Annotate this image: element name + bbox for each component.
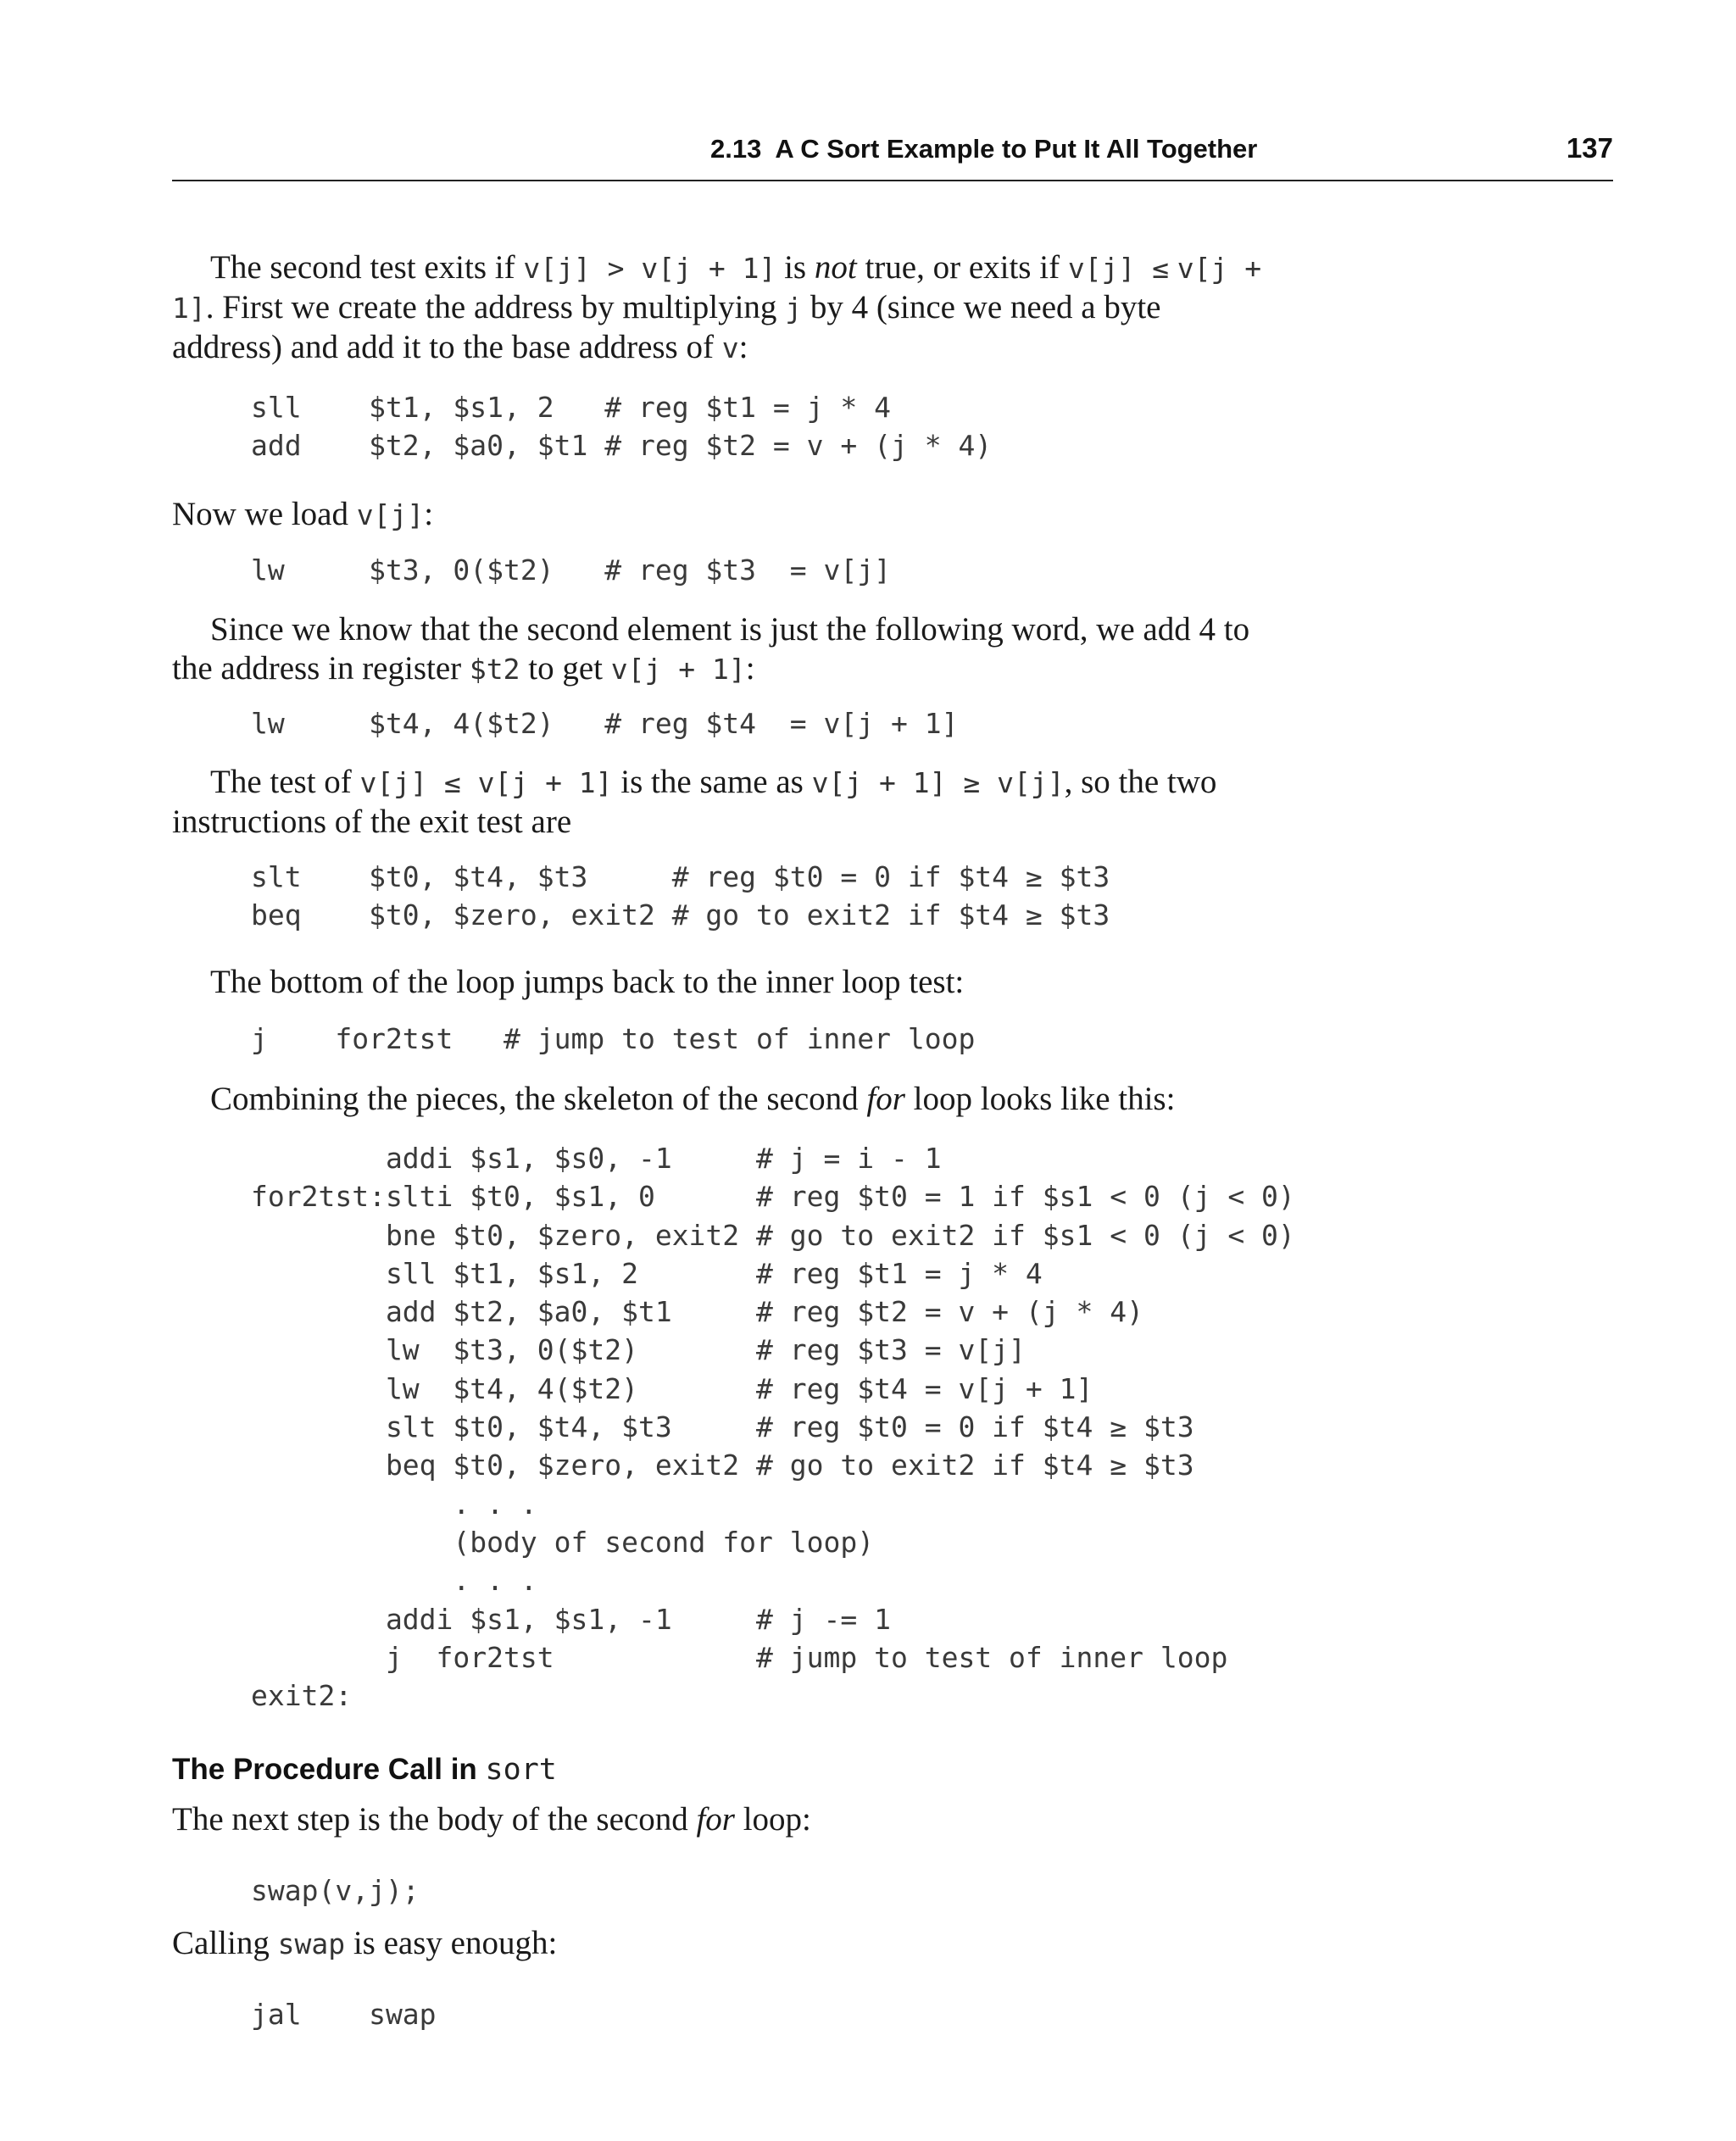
code-block-exit-test [251, 858, 1110, 935]
emphasis: for [866, 1081, 905, 1117]
text: loop: [734, 1801, 811, 1838]
text: to get [520, 650, 611, 687]
section-title: A C Sort Example to Put It All Together [775, 134, 1258, 164]
paragraph-second-element [172, 610, 1274, 689]
code-line: j for2tst # jump to test of inner loop [251, 1022, 976, 1055]
text: The second test exits if [210, 249, 524, 286]
inline-code: v[j + 1] [610, 653, 746, 686]
code-block-load-next [251, 704, 958, 742]
code-line: sll $t1, $s1, 2 # reg $t1 = j * 4 [251, 1256, 1043, 1290]
paragraph-test [172, 763, 1274, 842]
emphasis: not [814, 249, 857, 286]
inline-code: v[j] ≤ v[j + 1] [359, 766, 613, 799]
inline-code: v[j + 1] [172, 252, 1262, 325]
code-line: beq $t0, $zero, exit2 # go to exit2 if $t4 ≥ $t3 [251, 898, 1110, 932]
paragraph-combining [172, 1080, 1274, 1119]
text: : [738, 329, 748, 365]
inline-code: v[j] > v[j + 1] [523, 252, 776, 285]
text: , so the two instructions of the exit test are [172, 764, 1217, 840]
text: Calling [172, 1925, 278, 1961]
code-line: sll $t1, $s1, 2 # reg $t1 = j * 4 [251, 391, 891, 424]
paragraph-calling [172, 1924, 1274, 1964]
text: is [776, 249, 815, 286]
code-line: exit2: [251, 1679, 353, 1713]
code-block-skeleton [251, 1139, 1295, 1715]
code-line: bne $t0, $zero, exit2 # go to exit2 if $s1 < 0 (j < 0) [251, 1218, 1295, 1252]
section-number: 2.13 [710, 134, 762, 164]
code-line: lw $t4, 4($t2) # reg $t4 = v[j + 1] [251, 707, 959, 740]
header-rule [172, 180, 1613, 181]
code-line: add $t2, $a0, $t1 # reg $t2 = v + (j * 4) [251, 429, 993, 463]
code-line: lw $t3, 0($t2) # reg $t3 = v[j] [251, 1333, 1026, 1367]
text: The bottom of the loop jumps back to the inner loop test: [210, 964, 965, 1000]
text: is easy enough: [345, 1925, 558, 1961]
page-number: 137 [1566, 132, 1613, 164]
text: : [424, 496, 434, 532]
code-block-jal [251, 1995, 437, 2033]
code-line: jal swap [251, 1998, 437, 2031]
header-title [710, 134, 1257, 164]
code-line: (body of second for loop) [251, 1525, 875, 1559]
text: . First we create the address by multiplying [205, 289, 786, 325]
inline-code: v[j + 1] ≥ v[j] [811, 766, 1065, 799]
text: Now we load [172, 496, 357, 532]
emphasis: for [696, 1801, 735, 1838]
code-line: . . . [251, 1487, 537, 1521]
code-line: slt $t0, $t4, $t3 # reg $t0 = 0 if $t4 ≥ $t3 [251, 1410, 1194, 1444]
paragraph-loop-bottom [172, 963, 1274, 1002]
text: : [745, 650, 755, 687]
code-line: addi $s1, $s0, -1 # j = i - 1 [251, 1142, 942, 1175]
text: The test of [210, 764, 360, 800]
running-header [172, 127, 1613, 178]
paragraph-next-step [172, 1800, 1274, 1839]
text: Since we know that the second element is just the following word, we add 4 to the address in register [172, 611, 1250, 687]
heading-text: The Procedure Call in [172, 1753, 486, 1786]
code-line: j for2tst # jump to test of inner loop [251, 1640, 1228, 1674]
inline-code: swap [277, 1927, 346, 1960]
text: loop looks like this: [904, 1081, 1176, 1117]
text: is the same as [612, 764, 812, 800]
inline-code: v[j] [356, 498, 425, 531]
heading-code: sort [485, 1753, 557, 1787]
inline-code: $t2 [469, 653, 520, 686]
code-line: . . . [251, 1564, 537, 1598]
text: The next step is the body of the second [172, 1801, 697, 1838]
code-block-address [251, 388, 992, 465]
inline-code: v [721, 331, 739, 364]
code-block-load [251, 551, 891, 589]
code-line: add $t2, $a0, $t1 # reg $t2 = v + (j * 4) [251, 1295, 1143, 1329]
code-line: swap(v,j); [251, 1874, 420, 1907]
section-heading [172, 1753, 557, 1787]
paragraph-second-test [172, 248, 1274, 368]
text: Combining the pieces, the skeleton of the second [210, 1081, 867, 1117]
code-line: for2tst:slti $t0, $s1, 0 # reg $t0 = 1 if $s1 < 0 (j < 0) [251, 1180, 1295, 1214]
text: by 4 (since we need a byte address) and add it to the base address of [172, 289, 1161, 365]
inline-code: j [785, 292, 803, 325]
code-line: slt $t0, $t4, $t3 # reg $t0 = 0 if $t4 ≥ $t3 [251, 860, 1110, 893]
code-block-swap-call [251, 1871, 420, 1910]
code-line: beq $t0, $zero, exit2 # go to exit2 if $t4 ≥ $t3 [251, 1449, 1194, 1482]
paragraph-load [172, 495, 1274, 535]
code-line: addi $s1, $s1, -1 # j -= 1 [251, 1602, 891, 1636]
text: true, or exits if [856, 249, 1068, 286]
code-line: lw $t3, 0($t2) # reg $t3 = v[j] [251, 553, 891, 587]
code-block-jump [251, 1020, 975, 1058]
inline-code: v[j] ≤ [1067, 252, 1170, 285]
code-line: lw $t4, 4($t2) # reg $t4 = v[j + 1] [251, 1371, 1093, 1405]
